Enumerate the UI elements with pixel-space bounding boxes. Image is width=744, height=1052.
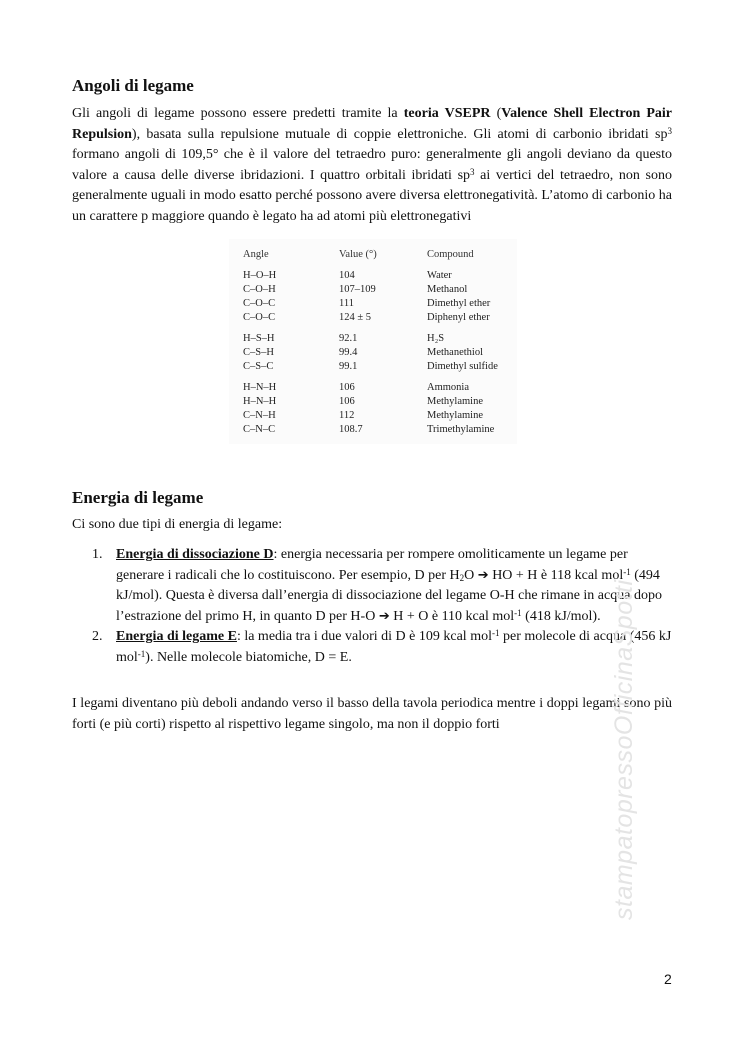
cell-angle: C–N–C	[243, 424, 276, 435]
text-run: O	[464, 567, 478, 583]
cell-angle: C–S–H	[243, 347, 274, 358]
term-vsepr-full: Valence Shell Electron Pair Repulsion	[72, 106, 673, 142]
cell-compound: Ammonia	[427, 382, 469, 393]
cell-value: 107–109	[339, 284, 376, 295]
page-number: 2	[664, 971, 672, 987]
superscript: -1	[514, 607, 522, 618]
cell-compound: Methanol	[427, 284, 468, 295]
right-arrow-icon: ➔	[477, 567, 489, 583]
table-row	[229, 312, 517, 325]
cell-angle: H–N–H	[243, 382, 277, 393]
cell-compound: Methanethiol	[427, 347, 483, 358]
cell-value: 99.4	[339, 347, 358, 358]
list-item	[92, 627, 672, 668]
closing-paragraph: I legami diventano più deboli andando verso il basso della tavola periodica mentre i doppi legami sono più forti (e più corti) rispetto al rispettivo legame singolo, ma non il doppio forti	[72, 696, 672, 732]
table-row	[229, 382, 517, 395]
subscript: 2	[459, 572, 465, 583]
section-title-bond-energy: Energia di legame	[72, 488, 204, 507]
cell-angle: H–N–H	[243, 396, 277, 407]
text-run: : energia necessaria per rompere omoliticamente un legame per generare i radicali che lo costituiscono. Per esempio, D per H	[116, 547, 628, 583]
text-run: (494 kJ/mol). Questa è diversa dall’energia di dissociazione del legame O-H che rimane in acqua dopo l’estrazione del primo H, in quanto D per H-O	[116, 567, 662, 624]
cell-compound: Dimethyl ether	[427, 298, 491, 309]
text-run: HO + H è 118 kcal mol	[488, 567, 624, 583]
superscript: 3	[667, 125, 672, 136]
superscript: -1	[137, 648, 146, 659]
bond-angles-paragraph	[72, 104, 672, 228]
cell-value: 108.7	[339, 424, 363, 435]
table-header-compound: Compound	[427, 249, 474, 260]
term-vsepr: teoria VSEPR	[403, 106, 491, 121]
superscript: -1	[623, 566, 631, 577]
text-run: ), basata sulla repulsione mutuale di coppie elettroniche. Gli atomi di carbonio ibridati sp	[131, 126, 668, 142]
cell-compound: Dimethyl sulfide	[427, 361, 498, 372]
table-row	[229, 298, 517, 311]
table-row	[229, 410, 517, 423]
table-row	[229, 424, 517, 437]
table-row	[229, 284, 517, 297]
text-run: formano angoli di 109,5° che è il valore del tetraedro puro: generalmente gli angoli deviano da questo valore a causa delle diverse ibridazioni. I quattro orbitali ibridati sp	[72, 147, 672, 183]
text-run: ). Nelle molecole biatomiche, D = E.	[145, 649, 352, 665]
cell-angle: C–O–C	[243, 312, 276, 323]
bond-angle-table	[229, 239, 517, 444]
bond-energy-intro: Ci sono due tipi di energia di legame:	[72, 517, 283, 532]
superscript: 3	[470, 166, 475, 177]
table-row	[229, 333, 517, 346]
cell-compound: Water	[427, 270, 452, 281]
cell-compound: Diphenyl ether	[427, 312, 490, 323]
cell-value: 92.1	[339, 333, 358, 344]
section-title-bond-angles: Angoli di legame	[72, 76, 194, 95]
list-number: 1.	[92, 547, 103, 562]
cell-angle: H–S–H	[243, 333, 275, 344]
table-row	[229, 396, 517, 409]
cell-compound: Trimethylamine	[427, 424, 495, 435]
cell-compound: Methylamine	[427, 410, 483, 421]
table-header-value: Value (°)	[339, 249, 377, 260]
text-run: : la media tra i due valori di D è 109 kcal mol	[236, 629, 492, 645]
table-row	[229, 361, 517, 374]
cell-value: 106	[339, 382, 355, 393]
cell-value: 104	[339, 270, 355, 281]
cell-angle: C–N–H	[243, 410, 276, 421]
list-number: 2.	[92, 629, 103, 645]
energy-types-list	[92, 545, 672, 669]
cell-angle: C–O–C	[243, 298, 276, 309]
cell-angle: H–O–H	[243, 270, 277, 281]
cell-angle: C–S–C	[243, 361, 274, 372]
cell-value: 99.1	[339, 361, 358, 372]
table-row	[229, 270, 517, 283]
watermark: stampatopressoOfficinaSpotti	[610, 579, 638, 920]
cell-value: 106	[339, 396, 355, 407]
term-dissociation-energy: Energia di dissociazione D	[116, 547, 274, 562]
text-run: H + O è 110 kcal mol	[389, 608, 515, 624]
table-header-angle: Angle	[243, 249, 269, 260]
cell-value: 124 ± 5	[339, 312, 372, 323]
cell-angle: C–O–H	[243, 284, 276, 295]
text-run: Gli angoli di legame possono essere predetti tramite la	[72, 106, 404, 121]
cell-compound: H₂S	[427, 333, 445, 344]
cell-value: 111	[339, 298, 354, 309]
text-run: ai vertici del tetraedro, non sono generalmente uguali in modo esatto perché possono avere diversa elettronegatività. L’atomo di carbonio ha un carattere p maggiore quando è legato ha ad atomi più elettronegativi	[72, 167, 672, 224]
cell-compound: Methylamine	[427, 396, 483, 407]
text-run: per molecole di acqua (456 kJ mol	[116, 629, 672, 665]
term-bond-energy: Energia di legame E	[116, 629, 237, 645]
table-row	[229, 347, 517, 360]
text-run: (	[490, 106, 502, 121]
list-item	[92, 545, 672, 627]
superscript: -1	[491, 628, 500, 639]
text-run: (418 kJ/mol).	[521, 608, 601, 624]
cell-value: 112	[339, 410, 355, 421]
right-arrow-icon: ➔	[378, 608, 390, 624]
